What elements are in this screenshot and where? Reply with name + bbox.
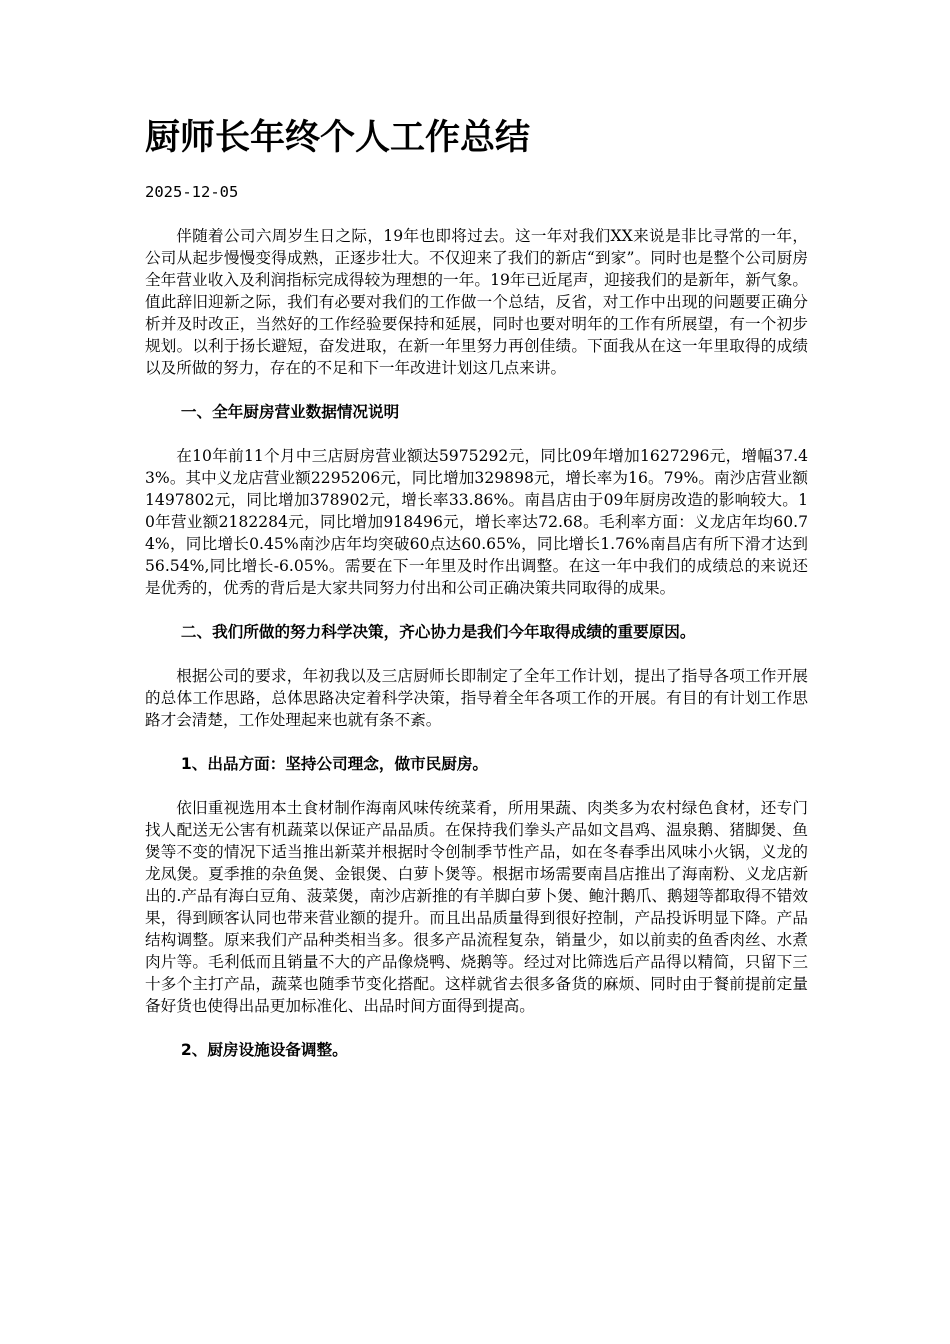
- paragraph-revenue: 在10年前11个月中三店厨房营业额达5975292元，同比09年增加1627296元，增幅37.43%。其中义龙店营业额2295206元，同比增加329898元，增长率为16。79%。南沙店营业额1497802元，同比增加378902元，增长率33.86%。南昌店由于09年厨房改造的影响较大。10年营业额2182284元，同比增加918496元，增长率达72.68。毛利率方面：义龙店年均60.74%，同比增长0.45%南沙店年均突破60点达60.65%，同比增长1.76%南昌店有所下滑才达到56.54%,同比增长-6.05%。需要在下一年里及时作出调整。在这一年中我们的成绩总的来说还是优秀的，优秀的背后是大家共同努力付出和公司正确决策共同取得的成果。: [145, 447, 808, 597]
- paragraph-products: 依旧重视选用本土食材制作海南风味传统菜肴，所用果蔬、肉类多为农村绿色食材，还专门找人配送无公害有机蔬菜以保证产品品质。在保持我们拳头产品如文昌鸡、温泉鹅、猪脚煲、鱼煲等不变的情况下适当推出新菜并根据时令创制季节性产品，如在冬春季出风味小火锅，义龙的龙凤煲。夏季推的杂鱼煲、金银煲、白萝卜煲等。根据市场需要南昌店推出了海南粉、义龙店新出的.产品有海白豆角、菠菜煲，南沙店新推的有羊脚白萝卜煲、鲍汁鹅爪、鹅翅等都取得不错效果，得到顾客认同也带来营业额的提升。而且出品质量得到很好控制，产品投诉明显下降。产品结构调整。原来我们产品种类相当多。很多产品流程复杂，销量少，如以前卖的鱼香肉丝、水煮肉片等。毛利低而且销量不大的产品像烧鸭、烧鹅等。经过对比筛选后产品得以精简，只留下三十多个主打产品，蔬菜也随季节变化搭配。这样就省去很多备货的麻烦、同时由于餐前提前定量备好货也使得出品更加标准化、出品时间方面得到提高。: [145, 799, 808, 1015]
- paragraph-intro: 伴随着公司六周岁生日之际，19年也即将过去。这一年对我们XX来说是非比寻常的一年，公司从起步慢慢变得成熟，正逐步壮大。不仅迎来了我们的新店“到家”。同时也是整个公司厨房全年营业收入及利润指标完成得较为理想的一年。19年已近尾声，迎接我们的是新年，新气象。值此辞旧迎新之际，我们有必要对我们的工作做一个总结，反省，对工作中出现的问题要正确分析并及时改正，当然好的工作经验要保持和延展，同时也要对明年的工作有所展望，有一个初步规划。以利于扬长避短，奋发进取，在新一年里努力再创佳绩。下面我从在这一年里取得的成绩以及所做的努力，存在的不足和下一年改进计划这几点来讲。: [145, 227, 808, 377]
- document-page: [145, 112, 808, 1061]
- document-title: 厨师长年终个人工作总结: [145, 118, 531, 158]
- section-heading-1: 一、全年厨房营业数据情况说明: [180, 403, 400, 421]
- section-heading-2: 二、我们所做的努力科学决策，齐心协力是我们今年取得成绩的重要原因。: [180, 623, 696, 641]
- subsection-heading-1: 1、出品方面：坚持公司理念，做市民厨房。: [180, 755, 489, 773]
- subsection-heading-2: 2、厨房设施设备调整。: [180, 1041, 348, 1059]
- document-date: 2025-12-05: [145, 183, 239, 201]
- paragraph-planning: 根据公司的要求，年初我以及三店厨师长即制定了全年工作计划，提出了指导各项工作开展的总体工作思路，总体思路决定着科学决策，指导着全年各项工作的开展。有目的有计划工作思路才会清楚，工作处理起来也就有条不紊。: [145, 667, 808, 729]
